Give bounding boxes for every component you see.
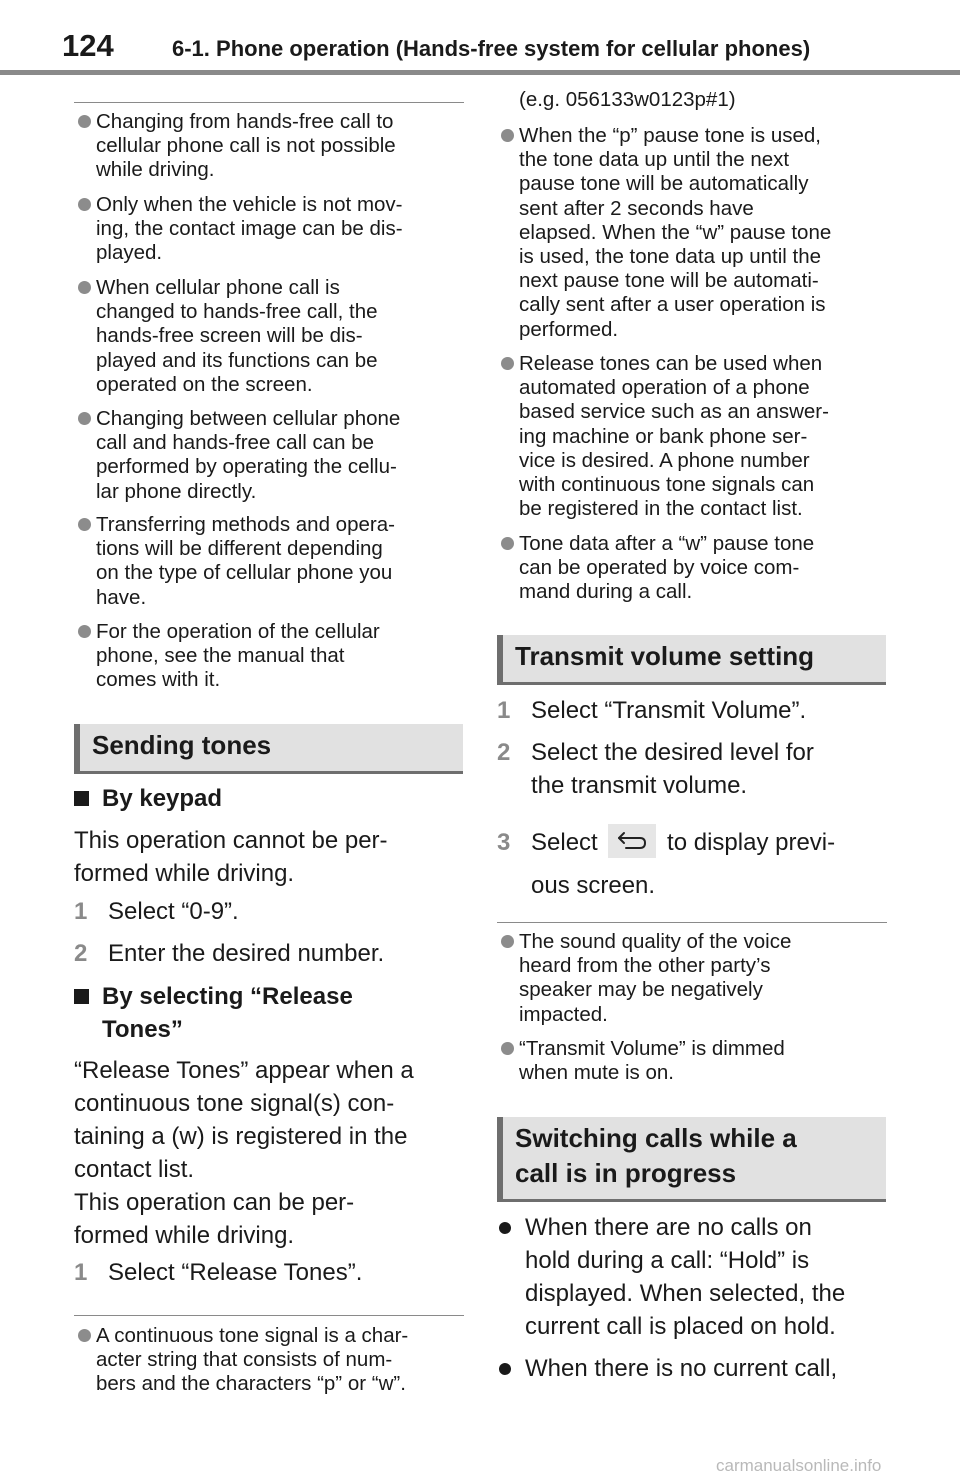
note-line: Transferring methods and opera- <box>96 513 395 536</box>
note-line: be registered in the contact list. <box>519 497 803 521</box>
section-accent-bar <box>497 635 503 682</box>
note-bullet-icon <box>78 518 91 531</box>
note-line: performed. <box>519 317 619 341</box>
body-line: This operation cannot be per- <box>74 827 388 854</box>
note-bullet-icon <box>78 412 91 425</box>
section-sending-tones <box>74 724 463 774</box>
page-number: 124 <box>62 28 114 63</box>
note-item <box>96 276 466 397</box>
transmit-step-1 <box>497 694 887 727</box>
note-bullet-icon <box>78 198 91 211</box>
note-item <box>96 620 466 693</box>
item-line: displayed. When selected, the <box>525 1280 846 1307</box>
note-line: cally sent after a user operation is <box>519 293 826 317</box>
note-line: speaker may be negatively <box>519 978 763 1002</box>
note-line: call and hands-free call can be <box>96 431 375 455</box>
note-item <box>519 1037 889 1085</box>
step-text: Select “0-9”. <box>108 898 239 925</box>
item-line: hold during a call: “Hold” is <box>525 1247 810 1274</box>
note-line: while driving. <box>96 158 215 182</box>
note-line: hands-free screen will be dis- <box>96 324 363 348</box>
note-item <box>96 513 466 610</box>
section-accent-bar <box>497 1117 503 1199</box>
item-line: When there are no calls on <box>525 1214 812 1241</box>
body-line: contact list. <box>74 1156 195 1183</box>
note-bullet-icon <box>501 537 514 550</box>
subhead-release-tones <box>74 980 464 1046</box>
transmit-step-2 <box>497 736 887 802</box>
list-item <box>497 1211 887 1343</box>
dot-bullet-icon <box>499 1363 511 1375</box>
note-line: is used, the tone data up until the <box>519 245 822 269</box>
note-line: vice is desired. A phone number <box>519 448 810 472</box>
item-line: current call is placed on hold. <box>525 1313 836 1340</box>
step-text-before: Select <box>531 829 598 856</box>
section-title-line: Switching calls while a <box>515 1123 797 1153</box>
step-text: the transmit volume. <box>531 772 748 799</box>
note-line: When the “p” pause tone is used, <box>519 124 821 147</box>
release-body <box>74 1054 464 1252</box>
note-line: Changing between cellular phone <box>96 407 401 430</box>
subhead-by-keypad <box>74 782 464 815</box>
notes2-rule <box>497 922 887 923</box>
note-line: A continuous tone signal is a char- <box>96 1324 409 1347</box>
dot-bullet-icon <box>499 1222 511 1234</box>
square-bullet-icon <box>74 791 89 806</box>
note-item <box>96 1324 466 1397</box>
notes-top-rule <box>74 102 464 103</box>
bottom-note-rule <box>74 1315 464 1316</box>
square-bullet-icon <box>74 989 89 1004</box>
back-arrow-icon <box>616 830 648 852</box>
body-line: formed while driving. <box>74 1222 295 1249</box>
note-line: on the type of cellular phone you <box>96 561 393 585</box>
note-line: ing, the contact image can be dis- <box>96 217 403 241</box>
note-bullet-icon <box>501 129 514 142</box>
note-bullet-icon <box>78 1329 91 1342</box>
step-text: Enter the desired number. <box>108 940 385 967</box>
note-line: can be operated by voice com- <box>519 556 800 580</box>
note-line: cellular phone call is not possible <box>96 134 396 158</box>
note-line: Release tones can be used when <box>519 352 823 375</box>
note-line: “Transmit Volume” is dimmed <box>519 1037 785 1060</box>
watermark: carmanualsonline.info <box>716 1456 882 1475</box>
section-transmit-volume <box>497 635 886 685</box>
section-title-line: call is in progress <box>515 1158 737 1188</box>
note-item <box>96 407 466 504</box>
step-text: Select “Transmit Volume”. <box>531 697 807 724</box>
subhead-text: By keypad <box>102 785 223 812</box>
step-number: 1 <box>74 1259 88 1286</box>
note-item <box>519 352 889 521</box>
step-text: Select the desired level for <box>531 739 814 766</box>
note-line: lar phone directly. <box>96 479 257 503</box>
body-line: “Release Tones” appear when a <box>74 1057 414 1084</box>
note-line: pause tone will be automatically <box>519 172 809 196</box>
note-line: ing machine or bank phone ser- <box>519 424 808 448</box>
note-bullet-icon <box>78 281 91 294</box>
note-line: bers and the characters “p” or “w”. <box>96 1372 406 1396</box>
note-continuation <box>519 88 889 112</box>
subhead-text: By selecting “Release <box>102 983 353 1010</box>
note-line: mand during a call. <box>519 580 693 604</box>
note-line: Tone data after a “w” pause tone <box>519 532 815 555</box>
note-bullet-icon <box>501 357 514 370</box>
note-item <box>96 193 466 266</box>
note-line: played and its functions can be <box>96 348 378 372</box>
note-line: sent after 2 seconds have <box>519 196 754 220</box>
note-line: impacted. <box>519 1002 608 1026</box>
step-text <box>497 823 887 863</box>
transmit-step-3 <box>497 823 887 906</box>
note-bullet-icon <box>501 935 514 948</box>
note-line: tions will be different depending <box>96 537 383 561</box>
list-item <box>497 1352 887 1385</box>
note-line: Changing from hands-free call to <box>96 110 394 133</box>
step-text: Select “Release Tones”. <box>108 1259 363 1286</box>
step-number: 1 <box>74 898 88 925</box>
note-line: elapsed. When the “w” pause tone <box>519 220 832 244</box>
note-line: phone, see the manual that <box>96 644 345 668</box>
keypad-step-1 <box>74 895 464 928</box>
step-number: 1 <box>497 697 511 724</box>
body-line: taining a (w) is registered in the <box>74 1123 408 1150</box>
note-bullet-icon <box>78 625 91 638</box>
section-title: Sending tones <box>92 730 272 760</box>
step-text-line2: ous screen. <box>531 872 656 899</box>
note-bullet-icon <box>501 1042 514 1055</box>
step-number: 3 <box>497 829 511 856</box>
note-line: heard from the other party’s <box>519 954 771 978</box>
page-header <box>0 0 960 78</box>
note-line: based service such as an answer- <box>519 400 829 424</box>
subhead-text: Tones” <box>102 1016 183 1043</box>
note-line: performed by operating the cellu- <box>96 455 397 479</box>
section-switching-calls <box>497 1117 886 1202</box>
note-item <box>519 930 889 1027</box>
chapter-title: 6-1. Phone operation (Hands-free system for cellular phones) <box>172 36 811 61</box>
note-line: For the operation of the cellular <box>96 620 380 643</box>
note-item <box>96 110 466 183</box>
section-title: Transmit volume setting <box>515 641 815 671</box>
body-line: formed while driving. <box>74 860 295 887</box>
item-line: When there is no current call, <box>525 1355 838 1382</box>
keypad-step-2 <box>74 937 464 970</box>
release-step-1 <box>74 1256 464 1289</box>
note-line: The sound quality of the voice <box>519 930 792 953</box>
body-line: This operation can be per- <box>74 1189 355 1216</box>
note-line: automated operation of a phone <box>519 376 810 400</box>
note-line: have. <box>96 585 147 609</box>
section-accent-bar <box>74 724 80 771</box>
note-line: (e.g. 056133w0123p#1) <box>519 88 736 111</box>
note-line: changed to hands-free call, the <box>96 300 378 324</box>
step-text-after: to display previ- <box>667 829 836 856</box>
note-line: the tone data up until the next <box>519 148 790 172</box>
note-line: acter string that consists of num- <box>96 1348 393 1372</box>
note-line: with continuous tone signals can <box>519 473 815 497</box>
note-line: played. <box>96 241 163 265</box>
note-line: When cellular phone call is <box>96 276 340 299</box>
header-rule <box>0 70 960 75</box>
note-item <box>519 532 889 605</box>
body-line: continuous tone signal(s) con- <box>74 1090 395 1117</box>
note-line: Only when the vehicle is not mov- <box>96 193 403 216</box>
note-line: comes with it. <box>96 668 221 692</box>
note-bullet-icon <box>78 115 91 128</box>
note-line: next pause tone will be automati- <box>519 269 819 293</box>
note-line: operated on the screen. <box>96 372 313 396</box>
step-number: 2 <box>74 940 88 967</box>
keypad-body <box>74 824 464 890</box>
note-line: when mute is on. <box>519 1061 674 1085</box>
back-button <box>608 824 656 858</box>
step-number: 2 <box>497 739 511 766</box>
note-item <box>519 124 889 342</box>
